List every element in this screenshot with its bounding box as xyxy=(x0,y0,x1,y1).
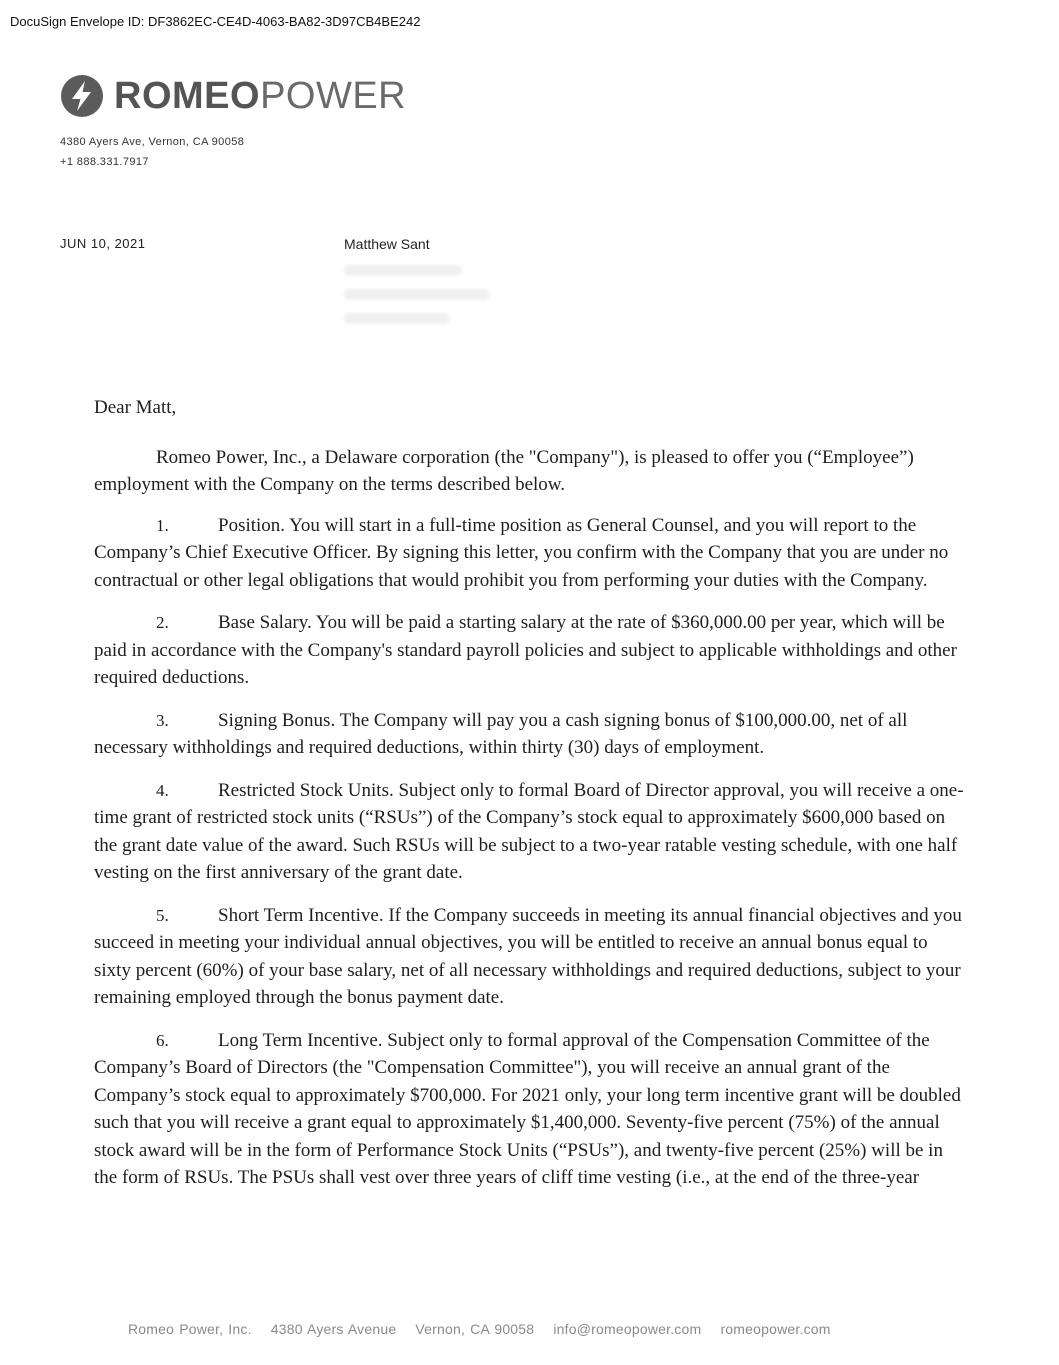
brand-light: POWER xyxy=(260,75,407,117)
section-number: 2. xyxy=(156,613,169,632)
section-text: Long Term Incentive. Subject only to formal approval of the Compensation Committee of the Company’s Board of Directors (the "Compensation Committee"), you will receive an annual grant of the Company’s stock equal to approximately $700,000. For 2021 only, your long term incentive grant will be doubled such that you will receive a grant equal to approximately $1,400,000. Seventy-five percent (75%) of the annual stock award will be in the form of Performance Stock Units (“PSUs”), and twenty-five percent (25%) will be in the form of RSUs. The PSUs shall vest over three years of cliff time vesting (i.e., at the end of the three-year xyxy=(94,1029,961,1188)
salutation: Dear Matt, xyxy=(94,397,177,418)
redacted-address-line-3 xyxy=(344,313,450,324)
letterhead-address xyxy=(60,132,244,172)
docusign-envelope-id: DocuSign Envelope ID: DF3862EC-CE4D-4063-BA82-3D97CB4BE242 xyxy=(10,14,421,29)
phone-line: +1 888.331.7917 xyxy=(60,156,149,168)
letter-date: JUN 10, 2021 xyxy=(60,236,146,251)
section-signing-bonus xyxy=(94,707,966,762)
footer-company: Romeo Power, Inc. xyxy=(128,1321,252,1337)
section-number: 5. xyxy=(156,905,169,925)
section-number: 1. xyxy=(156,515,169,535)
intro-paragraph: Romeo Power, Inc., a Delaware corporation (the "Company"), is pleased to offer you (“Employee”) employment with the Company on the terms described below. xyxy=(94,446,914,495)
lightning-bolt-icon xyxy=(60,74,104,118)
section-text: Base Salary. You will be paid a starting salary at the rate of $360,000.00 per year, which will be paid in accordance with the Company's standard payroll policies and subject to applicable withholdings and other required deductions. xyxy=(94,612,957,688)
redacted-address-line-1 xyxy=(344,265,462,276)
section-number: 6. xyxy=(156,1030,169,1050)
redacted-address-line-2 xyxy=(344,289,490,300)
section-base-salary xyxy=(94,609,966,692)
footer-email: info@romeopower.com xyxy=(553,1321,702,1337)
footer-city: Vernon, CA 90058 xyxy=(415,1321,535,1337)
section-short-term-incentive xyxy=(94,902,966,1012)
section-restricted-stock-units xyxy=(94,777,966,887)
section-position xyxy=(94,512,966,595)
footer-address: 4380 Ayers Avenue xyxy=(270,1321,397,1337)
company-logo xyxy=(60,72,406,120)
section-long-term-incentive xyxy=(94,1027,966,1192)
address-line: 4380 Ayers Ave, Vernon, CA 90058 xyxy=(60,136,245,148)
section-text: Signing Bonus. The Company will pay you a cash signing bonus of $100,000.00, net of all necessary withholdings and required deductions, within thirty (30) days of employment. xyxy=(94,709,908,758)
section-text: Short Term Incentive. If the Company succeeds in meeting its annual financial objectives and you succeed in meeting your individual annual objectives, you will be entitled to receive an annual bonus equal to sixty percent (60%) of your base salary, net of all necessary withholdings and required deductions, subject to your remaining employed through the bonus payment date. xyxy=(94,904,962,1008)
section-number: 4. xyxy=(156,780,169,800)
recipient-block xyxy=(344,236,490,324)
recipient-name: Matthew Sant xyxy=(344,236,430,252)
brand-bold: ROMEO xyxy=(114,75,261,117)
page-footer xyxy=(128,1321,845,1337)
section-text: Restricted Stock Units. Subject only to formal Board of Director approval, you will receive a one-time grant of restricted stock units (“RSUs”) of the Company’s stock equal to approximately $600,000 based on the grant date value of the award. Such RSUs will be subject to a two-year ratable vesting schedule, with one half vesting on the first anniversary of the grant date. xyxy=(94,779,964,883)
brand-wordmark xyxy=(114,72,406,120)
letter-body xyxy=(94,394,966,1207)
footer-website: romeopower.com xyxy=(720,1321,831,1337)
section-text: Position. You will start in a full-time position as General Counsel, and you will report to the Company’s Chief Executive Officer. By signing this letter, you confirm with the Company that you are under no contractual or other legal obligations that would prohibit you from performing your duties with the Company. xyxy=(94,514,949,591)
section-number: 3. xyxy=(156,710,169,730)
